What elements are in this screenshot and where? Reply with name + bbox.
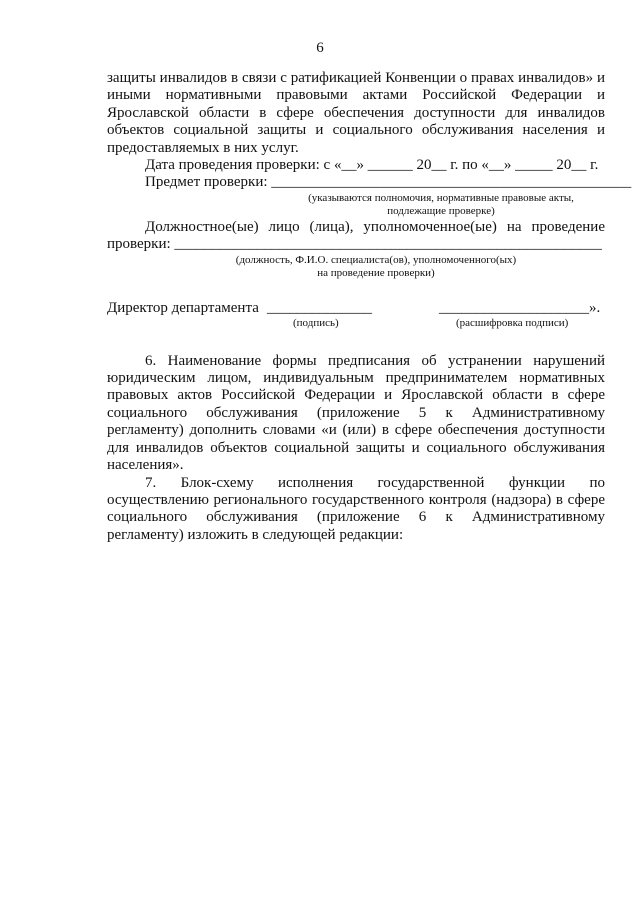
signature-row xyxy=(107,300,605,317)
item-7-paragraph: 7. Блок-схему исполнения государственной функции по осуществлению регионального государственного контроля (надзора) в сфере социального обслуживания (приложение 6 к Административному регламенту) изложить в следующей редакции: xyxy=(107,474,605,543)
officials-caption-2: на проведение проверки) xyxy=(317,267,435,280)
subject-caption-2: подлежащие проверке) xyxy=(387,205,495,218)
page-number: 6 xyxy=(316,40,324,56)
subject-line: Предмет проверки: ________________________________________________ xyxy=(145,174,632,191)
signature-label: Директор департамента xyxy=(107,299,259,316)
inspection-date-line: Дата проведения проверки: с «__» ______ 20__ г. по «__» _____ 20__ г. xyxy=(145,157,599,174)
signature-captions xyxy=(107,317,605,331)
officials-line-2: проверки: _________________________________________________________ xyxy=(107,236,602,253)
signature-decode-caption: (расшифровка подписи) xyxy=(456,316,569,329)
intro-paragraph: защиты инвалидов в связи с ратификацией Конвенции о правах инвалидов» и иными нормативными правовыми актами Российской Федерации и Ярославской области в сфере обеспечения доступности для инвалидов объектов социальной защиты и социального обслуживания населения и предоставляемых в них услуг. xyxy=(107,70,605,156)
document-body xyxy=(107,70,632,544)
officials-caption-1: (должность, Ф.И.О. специалиста(ов), уполномоченного(ых) xyxy=(235,253,517,266)
signature-line: ______________ xyxy=(267,299,372,316)
signature-decode-line: ____________________». xyxy=(439,299,601,316)
item-6-paragraph: 6. Наименование формы предписания об устранении нарушений юридическим лицом, индивидуальным предпринимателем нормативных правовых актов Российской Федерации и Ярославской области в сфере социального обслуживания (приложение 5 к Административному регламенту) дополнить словами «и (или) в сфере обеспечения доступности для инвалидов объектов социальной защиты и социального обслуживания населения». xyxy=(107,352,605,474)
subject-caption-1: (указываются полномочия, нормативные правовые акты, xyxy=(308,191,574,204)
signature-caption: (подпись) xyxy=(293,316,339,329)
officials-line-1: Должностное(ые) лицо (лица), уполномоченное(ые) на проведение xyxy=(145,218,605,235)
